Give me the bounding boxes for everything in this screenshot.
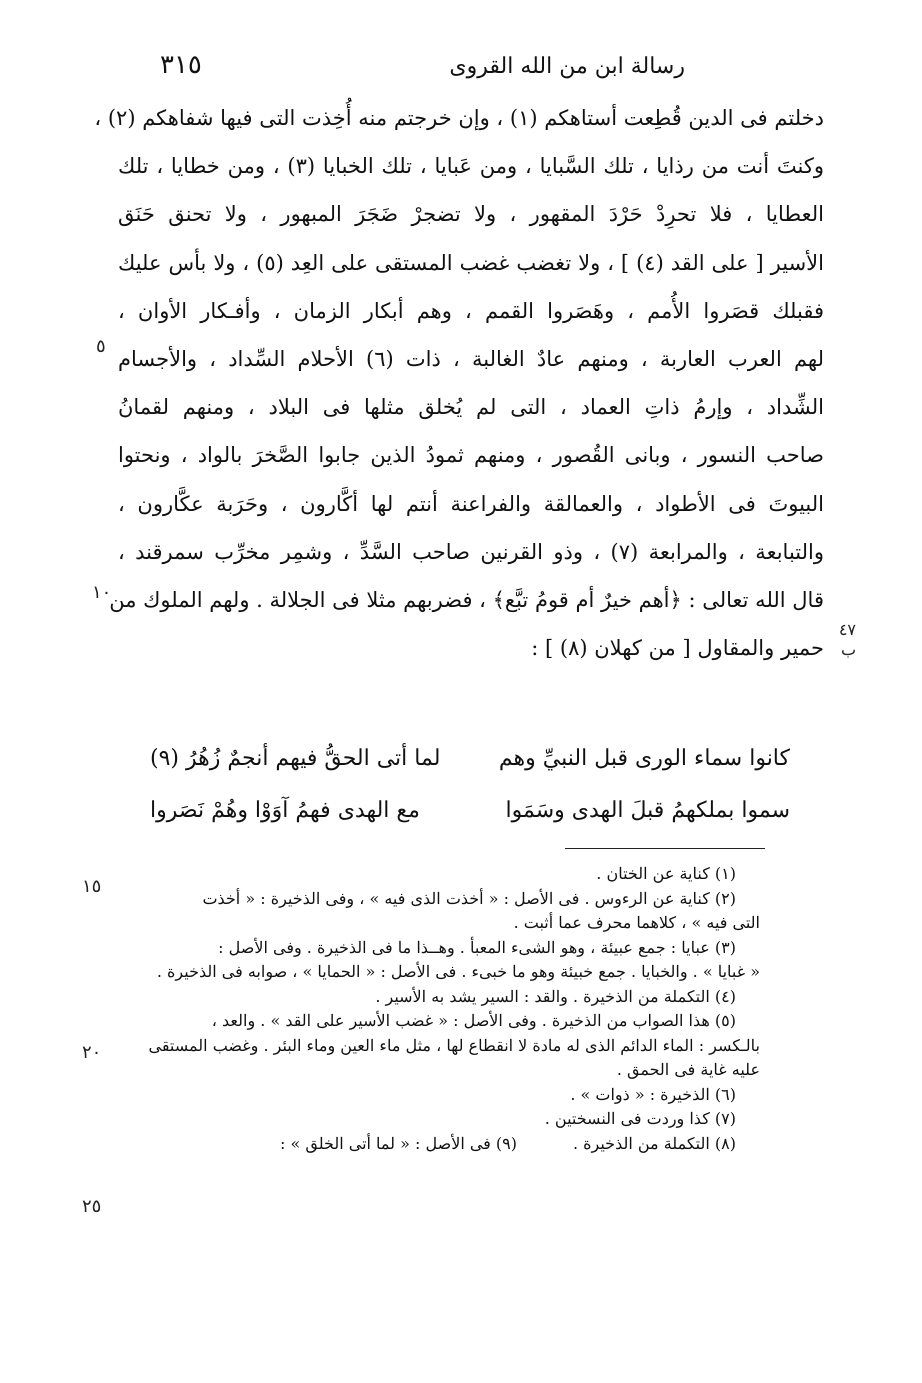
text-line: لهم العرب العاربة ، ومنهم عادٌ الغالبة ، ذات (٦) الأحلام السِّداد ، والأجسام <box>118 346 825 371</box>
footnote-line: (٢) كناية عن الرءوس . فى الأصل : « أخذت الذى فيه » ، وفى الذخيرة : « أخذت <box>202 888 736 908</box>
footnote-9: (٩) فى الأصل : « لما أتى الخلق » : <box>280 1133 517 1153</box>
text-line: البيوتَ فى الأطواد ، والعمالقة والفراعنة أنتم لها أكَّارون ، وحَرَبة عكَّارون ، <box>118 491 824 516</box>
footnotes <box>130 862 760 1156</box>
running-title: رسالة ابن من الله القروى <box>449 54 685 79</box>
verse <box>150 732 790 784</box>
folio-marker: ٤٧ ب <box>838 620 856 659</box>
line-number-25: ٢٥ <box>82 1196 102 1217</box>
verse <box>150 784 790 836</box>
poem <box>150 732 790 836</box>
verse-first-hemistich: سموا بملكهمُ قبلَ الهدى وسَمَوا <box>505 797 790 823</box>
footnote-8: (٨) التكملة من الذخيرة . <box>572 1133 736 1153</box>
footnote-line: (٧) كذا وردت فى النسختين . <box>544 1109 736 1128</box>
footnote-line: (٤) التكملة من الذخيرة . والقد : السير يشد به الأسير . <box>375 986 736 1006</box>
text-line: حمير والمقاول [ من كهلان (٨) ] : <box>531 636 824 661</box>
text-line: صاحب النسور ، وبانى القُصور ، ومنهم ثمودُ الذين جابوا الصَّخرَ بالواد ، ونحتوا <box>118 443 824 468</box>
text-line: دخلتم فى الدين قُطِعت أستاهكم (١) ، وإن خرجتم منه أُخِذت التى فيها شفاهكم (٢) ، <box>94 106 824 130</box>
line-number-15: ١٥ <box>82 876 102 897</box>
footnote-divider <box>565 848 765 849</box>
text-line: الشِّداد ، وإرمُ ذاتِ العماد ، التى لم يُخلق مثلها فى البلاد ، ومنهم لقمانُ <box>118 395 824 420</box>
footnote-line: (٥) هذا الصواب من الذخيرة . وفى الأصل : « غضب الأسير على القد » . والعد ، <box>211 1011 736 1030</box>
line-number-5: ٥ <box>96 336 106 357</box>
page-header <box>150 50 810 90</box>
text-line: وكنتَ أنت من رذايا ، تلك السَّبايا ، ومن عَبايا ، تلك الخبايا (٣) ، ومن خطايا ، تلك <box>118 154 824 179</box>
text-line: الأسير [ على القد (٤) ] ، ولا تغضب غضب المستقى على العِد (٥) ، ولا بأس عليك <box>118 250 824 275</box>
footnote-line: (٦) الذخيرة : « ذوات » . <box>570 1084 736 1104</box>
verse-second-hemistich: مع الهدى فهمُ آوَوْا وهُمْ نَصَروا <box>150 797 420 823</box>
page-number: ٣١٥ <box>160 50 202 80</box>
text-line: قال الله تعالى : ﴿أهم خيرٌ أم قومُ تبَّع﴾ ، فضربهم مثلا فى الجلالة . ولهم الملوك من <box>109 587 824 612</box>
footnote-line: التى فيه » ، كلاهما محرف عما أثبت . <box>513 913 760 932</box>
footnote-line-pair <box>130 1132 760 1157</box>
footnote-line: عليه غاية فى الحمق . <box>616 1060 760 1079</box>
footnote-line: بالـكسر : الماء الدائم الذى له مادة لا انقطاع لها ، مثل ماء العين وماء البئر . وغضب المستقى <box>148 1035 760 1055</box>
footnote-line: (٣) عبايا : جمع عبيئة ، وهو الشىء المعبأ . وهــذا ما فى الذخيرة . وفى الأصل : <box>218 937 736 957</box>
footnote-line: (١) كناية عن الختان . <box>596 864 736 883</box>
line-number-10: ١٠ <box>92 582 112 603</box>
text-line: والتبابعة ، والمرابعة (٧) ، وذو القرنين صاحب السَّدِّ ، وشمِر مخرِّب سمرقند ، <box>118 539 824 564</box>
line-number-20: ٢٠ <box>82 1042 102 1063</box>
text-line: فقبلك قصَروا الأُمم ، وهَصَروا القمم ، وهم أبكار الزمان ، وأفـكار الأوان ، <box>118 298 824 323</box>
footnote-line: « غبايا » . والخبايا . جمع خبيئة وهو ما خبىء . فى الأصل : « الحمايا » ، صوابه فى الذخيرة . <box>156 962 760 981</box>
verse-first-hemistich: كانوا سماء الورى قبل النبيِّ وهم <box>498 745 790 771</box>
verse-second-hemistich: لما أتى الحقُّ فيهم أنجمٌ زُهُرُ (٩) <box>150 745 441 771</box>
text-line: العطايا ، فلا تحرِدْ حَرْدَ المقهور ، ولا تضجرْ ضَجَرَ المبهور ، ولا تحنق حَنَق <box>118 202 824 227</box>
